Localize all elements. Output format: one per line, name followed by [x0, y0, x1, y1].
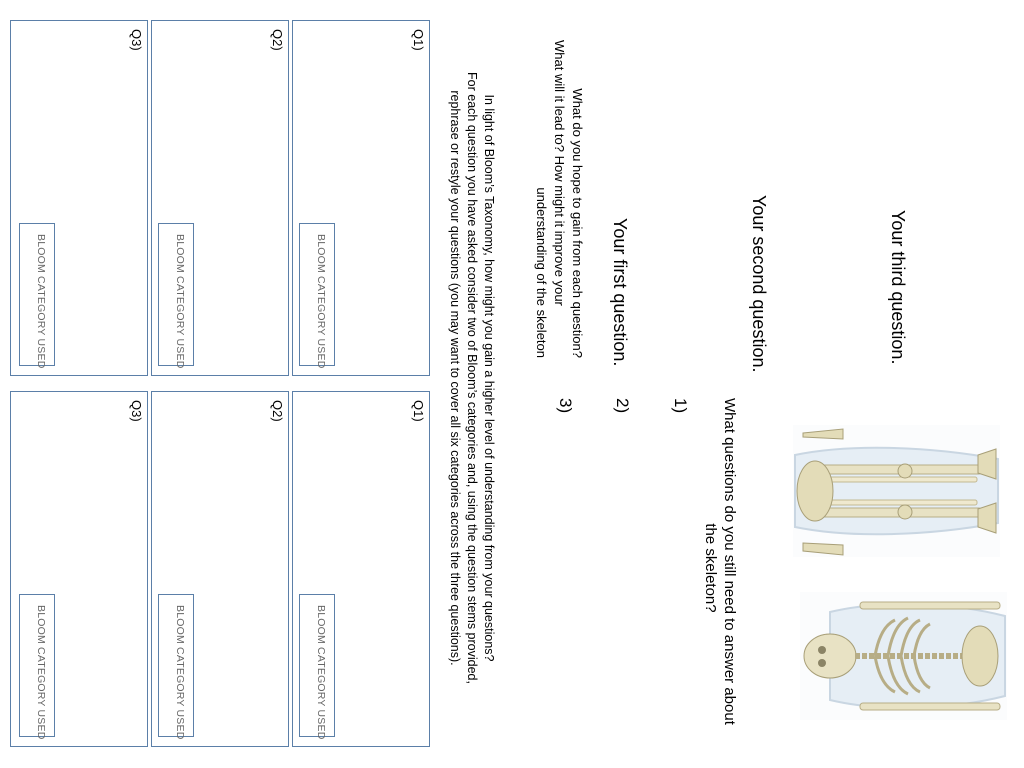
- bloom-instructions: [446, 38, 497, 718]
- bloom-category-field[interactable]: [158, 594, 194, 740]
- skeleton-lower-image: [793, 425, 1000, 557]
- bloom-category-field[interactable]: [19, 594, 55, 740]
- answer-box-label: Q2): [270, 29, 285, 51]
- number-3: 3): [556, 398, 575, 414]
- aim-prompt-line1: What do you hope to gain from each question?: [570, 88, 585, 358]
- aim-prompt-line3: understanding of the skeleton: [534, 187, 549, 358]
- bloom-instructions-line2: For each question you have asked consider two of Bloom’s categories and, using the question stems provided,: [465, 72, 479, 684]
- question-prompt: [701, 398, 739, 738]
- answer-box-label: Q1): [411, 400, 426, 422]
- second-question-card: Your second question.: [749, 195, 769, 373]
- bloom-category-field[interactable]: [299, 594, 335, 740]
- answer-box-upper-q2[interactable]: [151, 20, 289, 376]
- bloom-category-label: BLOOM CATEGORY USED: [315, 234, 327, 369]
- answer-box-upper-q1[interactable]: [292, 20, 430, 376]
- bloom-category-label: BLOOM CATEGORY USED: [174, 234, 186, 369]
- third-question-card: Your third question.: [888, 210, 908, 365]
- answer-box-lower-q3[interactable]: [10, 391, 148, 747]
- answer-box-lower-q1[interactable]: [292, 391, 430, 747]
- bloom-category-field[interactable]: [299, 223, 335, 369]
- bloom-category-label: BLOOM CATEGORY USED: [35, 234, 47, 369]
- number-1: 1): [671, 398, 690, 414]
- number-2: 2): [613, 398, 632, 414]
- answer-box-label: Q3): [129, 29, 144, 51]
- question-prompt-line2: the skeleton?: [702, 523, 719, 613]
- aim-prompt: [532, 40, 586, 358]
- bloom-instructions-line3: rephrase or restyle your questions (you may want to cover all six categories across the three questions).: [448, 90, 462, 666]
- bloom-category-label: BLOOM CATEGORY USED: [174, 605, 186, 740]
- question-prompt-line1: What questions do you still need to answer about: [721, 398, 738, 725]
- answer-box-lower-q2[interactable]: [151, 391, 289, 747]
- answer-box-label: Q3): [129, 400, 144, 422]
- first-question-card: Your first question.: [610, 218, 630, 367]
- bloom-category-label: BLOOM CATEGORY USED: [35, 605, 47, 740]
- aim-prompt-line2: What will it lead to? How might it improve your: [552, 40, 567, 306]
- answer-box-label: Q1): [411, 29, 426, 51]
- answer-box-label: Q2): [270, 400, 285, 422]
- skeleton-upper-image: [800, 592, 1007, 720]
- answer-box-upper-q3[interactable]: [10, 20, 148, 376]
- bloom-instructions-line1: In light of Bloom’s Taxonomy, how might you gain a higher level of understanding from your questions?: [482, 94, 496, 662]
- bloom-category-field[interactable]: [19, 223, 55, 369]
- bloom-category-label: BLOOM CATEGORY USED: [315, 605, 327, 740]
- bloom-category-field[interactable]: [158, 223, 194, 369]
